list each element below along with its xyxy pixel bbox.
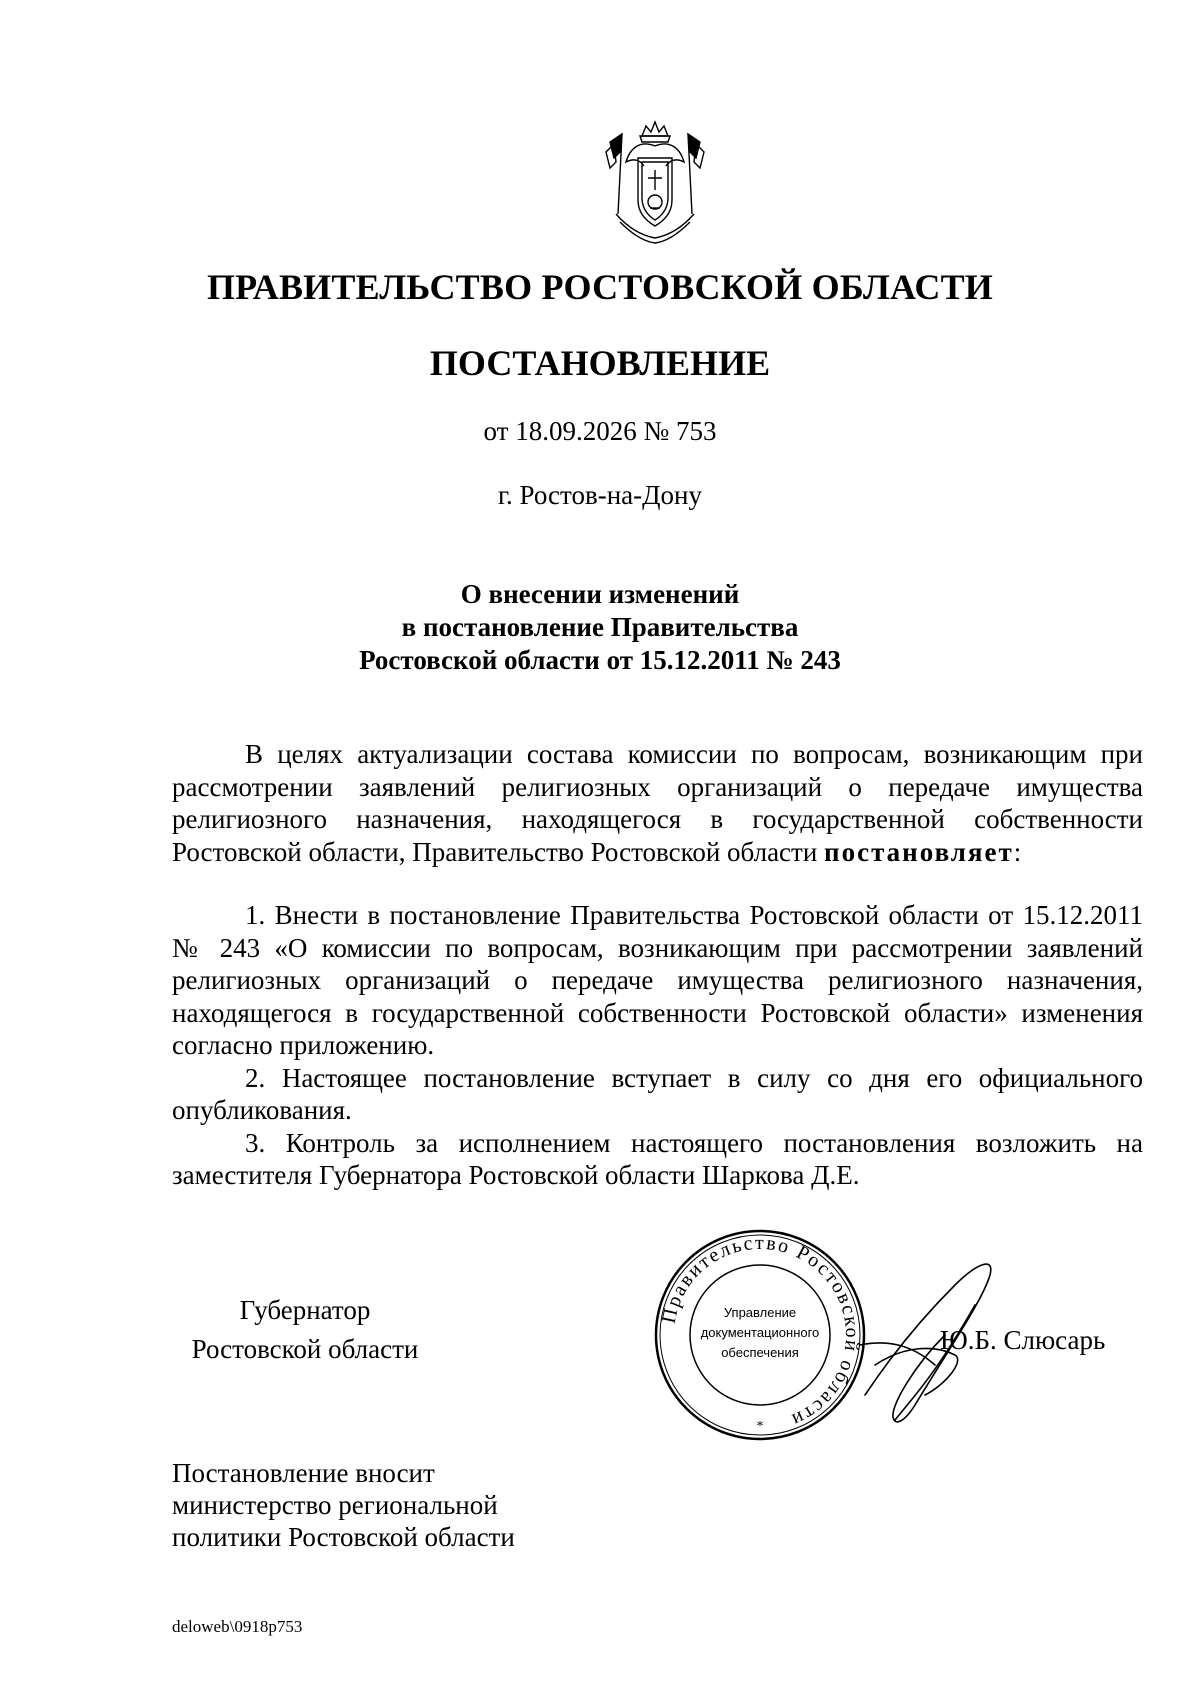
resolution-item-1: 1. Внести в постановление Правительства Ростовской области от 15.12.2011 № 243 «О комиссии по вопросам, возникающим при рассмотрении заявлений религиозных организаций о передаче имущества религиозного назначения, находящегося в государственной собственности Ростовской области» изменения согласно приложению. [172,900,1143,1060]
document-subject [0,578,1200,677]
document-city: г. Ростов-на-Дону [497,480,702,510]
preamble-text: В целях актуализации состава комиссии по вопросам, возникающим при рассмотрении заявлений религиозных организаций о передаче имущества религиозного назначения, находящегося в государственной собственности Ростовской области, Правительство Ростовской области [172,739,1143,867]
introduced-by-line-3: политики Ростовской области [172,1522,515,1552]
preamble-paragraph [172,738,1143,868]
signatory-title-line-1: Губернатор [239,1295,371,1325]
resolution-items [172,899,1143,1192]
seal-ring-text: Правительство Ростовской области [657,1231,864,1432]
introduced-by-line-1: Постановление вносит [172,1458,435,1488]
subject-line-2: в постановление Правительства [401,612,799,642]
signatory-title [175,1291,435,1369]
preamble-colon: : [1013,836,1022,867]
document-date-number: от 18.09.2026 № 753 [483,416,717,446]
svg-text:*: * [756,1419,764,1434]
seal-center-line-1: Управление [723,1305,797,1320]
resolution-item-3: 3. Контроль за исполнением настоящего постановления возложить на заместителя Губернатора Ростовской области Шаркова Д.Е. [172,1127,1143,1190]
coat-of-arms-emblem [600,118,710,246]
organization-title: ПРАВИТЕЛЬСТВО РОСТОВСКОЙ ОБЛАСТИ [206,267,994,307]
seal-center-line-3: обеспечения [721,1345,799,1360]
subject-line-1: О внесении изменений [460,579,740,609]
decision-word: постановляет [824,836,1014,867]
official-seal-stamp [650,1225,870,1445]
resolution-item-2: 2. Настоящее постановление вступает в силу со дня его официального опубликования. [172,1062,1143,1125]
signatory-title-line-2: Ростовской области [191,1334,419,1364]
introduced-by-note [172,1457,515,1553]
subject-line-3: Ростовской области от 15.12.2011 № 243 [359,645,841,675]
signatory-name: Ю.Б. Слюсарь [940,1325,1106,1355]
file-code: deloweb\0918p753 [172,1617,303,1636]
introduced-by-line-2: министерство региональной [172,1490,498,1520]
seal-center-line-2: документационного [700,1325,820,1340]
document-type: ПОСТАНОВЛЕНИЕ [429,343,771,383]
